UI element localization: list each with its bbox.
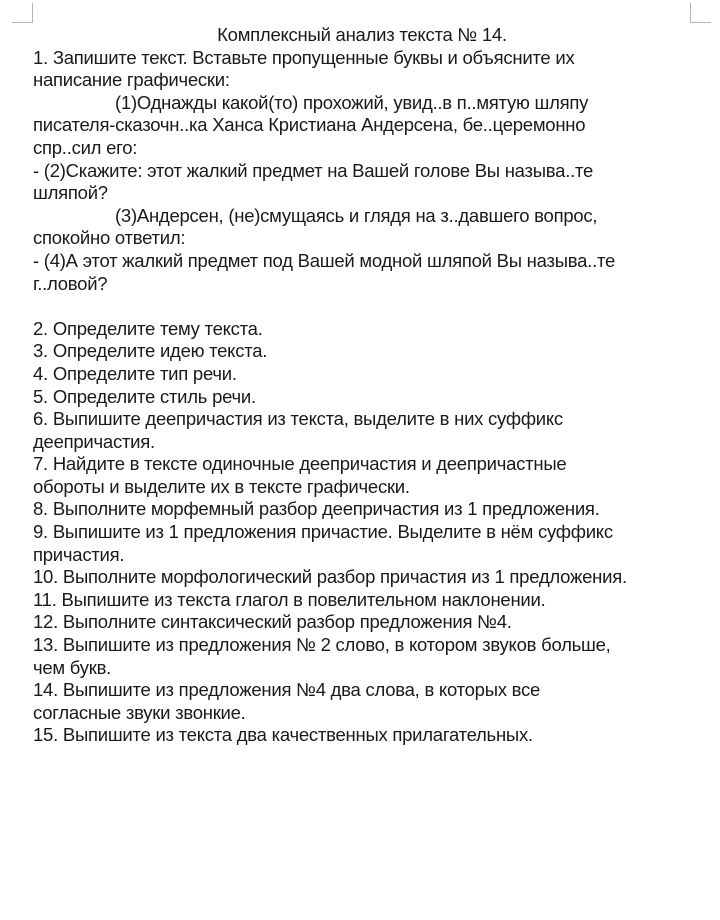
task-line: 15. Выпишите из текста два качественных прилагательных. [33,724,533,746]
task-line: деепричастия. [33,430,155,452]
task-line: чем букв. [33,656,112,678]
margin-corner-top-left [12,3,33,23]
task-1 [33,47,713,92]
task-line: написание графически: [33,69,230,91]
text-line: писателя-сказочн..ка Ханса Кристиана Андерсена, бе..церемонно [33,114,586,136]
task-line: 10. Выполните морфологический разбор причастия из 1 предложения. [33,566,627,588]
text-line: - (2)Скажите: этот жалкий предмет на Вашей голове Вы называ..те [33,159,594,181]
document-page [33,24,713,747]
text-line: г..ловой? [33,272,108,294]
task-line: 12. Выполните синтаксический разбор предложения №4. [33,611,512,633]
task-line: согласные звуки звонкие. [33,701,246,723]
text-line: спокойно ответил: [33,227,186,249]
task-line: обороты и выделите их в тексте графически. [33,475,410,497]
task-line: 9. Выпишите из 1 предложения причастие. Выделите в нём суффикс [33,521,613,543]
text-line: спр..сил его: [33,136,138,158]
text-line: (3)Андерсен, (не)смущаясь и глядя на з..давшего вопрос, [115,204,598,226]
task-line: 8. Выполните морфемный разбор деепричастия из 1 предложения. [33,498,600,520]
text-line: (1)Однажды какой(то) прохожий, увид..в п..мятую шляпу [115,91,589,113]
task-line: причастия. [33,543,125,565]
task-line: 2. Определите тему текста. [33,317,263,339]
task-line: 14. Выпишите из предложения №4 два слова, в которых все [33,679,541,701]
task-line: 5. Определите стиль речи. [33,385,256,407]
task-line: 4. Определите тип речи. [33,362,237,384]
text-line: - (4)А этот жалкий предмет под Вашей модной шляпой Вы называ..те [33,249,616,271]
task-line: 1. Запишите текст. Вставьте пропущенные буквы и объясните их [33,46,575,68]
task-line: 13. Выпишите из предложения № 2 слово, в котором звуков больше, [33,634,611,656]
task-line: 3. Определите идею текста. [33,340,268,362]
task-line: 6. Выпишите деепричастия из текста, выделите в них суффикс [33,408,563,430]
task-line: 11. Выпишите из текста глагол в повелительном наклонении. [33,588,546,610]
margin-corner-top-right [690,3,711,23]
task-list [33,318,713,747]
blank-line [33,295,713,318]
text-line: шляпой? [33,182,108,204]
document-title: Комплексный анализ текста № 14. [217,24,507,45]
task-line: 7. Найдите в тексте одиночные деепричастия и деепричастные [33,453,567,475]
source-text [33,92,713,295]
